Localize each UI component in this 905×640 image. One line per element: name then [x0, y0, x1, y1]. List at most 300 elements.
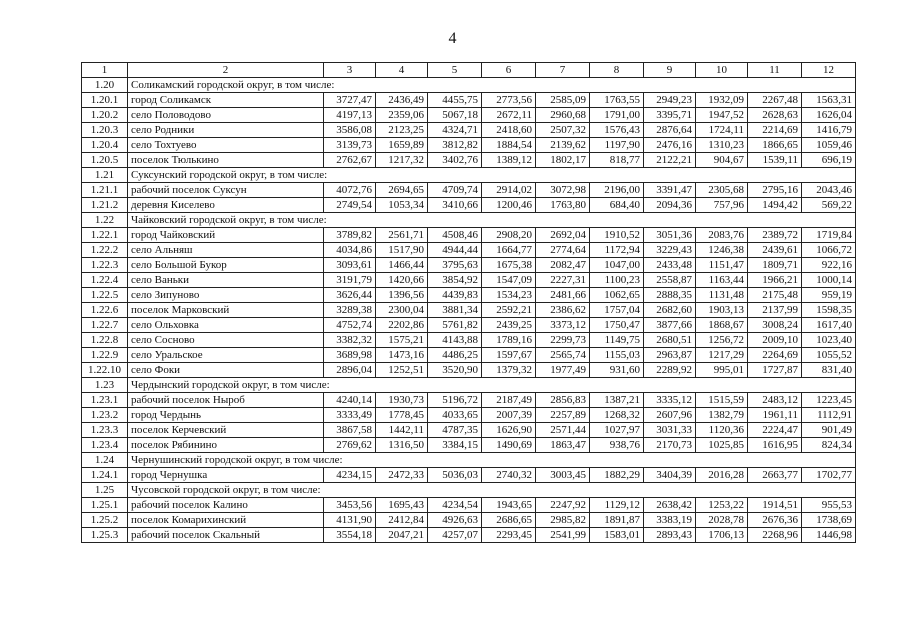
row-code: 1.20.1: [82, 93, 128, 108]
value-cell-col-8: 1027,97: [590, 423, 644, 438]
value-cell-col-8: 1047,00: [590, 258, 644, 273]
value-cell-col-8: 684,40: [590, 198, 644, 213]
value-cell-col-12: 1112,91: [802, 408, 856, 423]
value-cell-col-8: 1268,32: [590, 408, 644, 423]
row-code: 1.21: [82, 168, 128, 183]
table-row: [82, 108, 856, 123]
value-cell-col-6: 1389,12: [482, 153, 536, 168]
value-cell-col-7: 1977,49: [536, 363, 590, 378]
settlement-name: поселок Тюлькино: [128, 153, 324, 168]
value-cell-col-7: 2960,68: [536, 108, 590, 123]
value-cell-col-10: 2016,28: [696, 468, 748, 483]
value-cell-col-5: 3812,82: [428, 138, 482, 153]
value-cell-col-7: 2571,44: [536, 423, 590, 438]
column-header-10: 10: [696, 63, 748, 78]
column-header-6: 6: [482, 63, 536, 78]
value-cell-col-10: 1163,44: [696, 273, 748, 288]
value-cell-col-5: 3881,34: [428, 303, 482, 318]
column-header-5: 5: [428, 63, 482, 78]
value-cell-col-9: 3335,12: [644, 393, 696, 408]
value-cell-col-4: 1217,32: [376, 153, 428, 168]
value-cell-col-7: 2507,32: [536, 123, 590, 138]
value-cell-col-12: 901,49: [802, 423, 856, 438]
value-cell-col-10: 904,67: [696, 153, 748, 168]
group-row: [82, 168, 856, 183]
settlement-name: рабочий поселок Калино: [128, 498, 324, 513]
value-cell-col-10: 1515,59: [696, 393, 748, 408]
value-cell-col-11: 1866,65: [748, 138, 802, 153]
row-code: 1.25.2: [82, 513, 128, 528]
value-cell-col-11: 2224,47: [748, 423, 802, 438]
value-cell-col-11: 1539,11: [748, 153, 802, 168]
value-cell-col-11: 2267,48: [748, 93, 802, 108]
settlement-name: село Сосново: [128, 333, 324, 348]
value-cell-col-6: 2293,45: [482, 528, 536, 543]
value-cell-col-5: 4508,46: [428, 228, 482, 243]
table-row: [82, 498, 856, 513]
settlement-name: село Тохтуево: [128, 138, 324, 153]
value-cell-col-3: 3453,56: [324, 498, 376, 513]
group-name: Чернушинский городской округ, в том числе:: [128, 453, 856, 468]
table-row: [82, 363, 856, 378]
value-cell-col-12: 1023,40: [802, 333, 856, 348]
group-name: Чайковский городской округ, в том числе:: [128, 213, 856, 228]
value-cell-col-10: 1217,29: [696, 348, 748, 363]
group-row: [82, 78, 856, 93]
value-cell-col-9: 2893,43: [644, 528, 696, 543]
group-name: Соликамский городской округ, в том числе:: [128, 78, 856, 93]
value-cell-col-9: 2888,35: [644, 288, 696, 303]
value-cell-col-11: 1961,11: [748, 408, 802, 423]
settlement-name: город Чернушка: [128, 468, 324, 483]
group-row: [82, 213, 856, 228]
value-cell-col-6: 1490,69: [482, 438, 536, 453]
value-cell-col-6: 2672,11: [482, 108, 536, 123]
value-cell-col-9: 2680,51: [644, 333, 696, 348]
value-cell-col-11: 3008,24: [748, 318, 802, 333]
value-cell-col-4: 1695,43: [376, 498, 428, 513]
value-cell-col-11: 1494,42: [748, 198, 802, 213]
value-cell-col-4: 1517,90: [376, 243, 428, 258]
value-cell-col-7: 2565,74: [536, 348, 590, 363]
value-cell-col-12: 1738,69: [802, 513, 856, 528]
value-cell-col-5: 4944,44: [428, 243, 482, 258]
value-cell-col-5: 4787,35: [428, 423, 482, 438]
row-code: 1.20.4: [82, 138, 128, 153]
value-cell-col-3: 4131,90: [324, 513, 376, 528]
value-cell-col-9: 3391,47: [644, 183, 696, 198]
table-row: [82, 93, 856, 108]
value-cell-col-9: 2476,16: [644, 138, 696, 153]
value-cell-col-8: 1129,12: [590, 498, 644, 513]
settlement-name: село Фоки: [128, 363, 324, 378]
value-cell-col-6: 2592,21: [482, 303, 536, 318]
value-cell-col-11: 2483,12: [748, 393, 802, 408]
value-cell-col-3: 3586,08: [324, 123, 376, 138]
value-cell-col-12: 569,22: [802, 198, 856, 213]
value-cell-col-5: 3384,15: [428, 438, 482, 453]
column-header-9: 9: [644, 63, 696, 78]
value-cell-col-6: 1664,77: [482, 243, 536, 258]
value-cell-col-8: 2196,00: [590, 183, 644, 198]
value-cell-col-3: 3139,73: [324, 138, 376, 153]
value-cell-col-5: 5067,18: [428, 108, 482, 123]
table-row: [82, 243, 856, 258]
column-header-12: 12: [802, 63, 856, 78]
row-code: 1.25: [82, 483, 128, 498]
row-code: 1.23: [82, 378, 128, 393]
row-code: 1.22.2: [82, 243, 128, 258]
table-row: [82, 468, 856, 483]
group-row: [82, 378, 856, 393]
value-cell-col-8: 818,77: [590, 153, 644, 168]
table-row: [82, 513, 856, 528]
table-row: [82, 438, 856, 453]
value-cell-col-9: 2170,73: [644, 438, 696, 453]
value-cell-col-7: 1763,80: [536, 198, 590, 213]
value-cell-col-6: 1379,32: [482, 363, 536, 378]
value-cell-col-11: 1616,95: [748, 438, 802, 453]
row-code: 1.22.7: [82, 318, 128, 333]
value-cell-col-5: 5196,72: [428, 393, 482, 408]
value-cell-col-7: 3003,45: [536, 468, 590, 483]
value-cell-col-4: 1252,51: [376, 363, 428, 378]
row-code: 1.22.6: [82, 303, 128, 318]
value-cell-col-3: 3689,98: [324, 348, 376, 363]
value-cell-col-4: 2300,04: [376, 303, 428, 318]
value-cell-col-9: 2122,21: [644, 153, 696, 168]
value-cell-col-4: 2123,25: [376, 123, 428, 138]
value-cell-col-8: 1172,94: [590, 243, 644, 258]
value-cell-col-4: 1659,89: [376, 138, 428, 153]
settlement-name: рабочий поселок Суксун: [128, 183, 324, 198]
value-cell-col-12: 922,16: [802, 258, 856, 273]
column-header-3: 3: [324, 63, 376, 78]
value-cell-col-5: 4455,75: [428, 93, 482, 108]
value-cell-col-9: 2638,42: [644, 498, 696, 513]
table-row: [82, 138, 856, 153]
value-cell-col-9: 3031,33: [644, 423, 696, 438]
value-cell-col-5: 3520,90: [428, 363, 482, 378]
value-cell-col-11: 2214,69: [748, 123, 802, 138]
row-code: 1.20.3: [82, 123, 128, 138]
value-cell-col-4: 2472,33: [376, 468, 428, 483]
value-cell-col-5: 4709,74: [428, 183, 482, 198]
table-body: [82, 63, 856, 543]
value-cell-col-9: 3051,36: [644, 228, 696, 243]
value-cell-col-9: 3383,19: [644, 513, 696, 528]
value-cell-col-8: 1155,03: [590, 348, 644, 363]
tariff-table: [81, 62, 856, 543]
value-cell-col-8: 931,60: [590, 363, 644, 378]
value-cell-col-6: 1547,09: [482, 273, 536, 288]
row-code: 1.23.2: [82, 408, 128, 423]
settlement-name: рабочий поселок Ныроб: [128, 393, 324, 408]
value-cell-col-11: 2175,48: [748, 288, 802, 303]
value-cell-col-7: 3072,98: [536, 183, 590, 198]
value-cell-col-5: 4486,25: [428, 348, 482, 363]
value-cell-col-11: 2663,77: [748, 468, 802, 483]
value-cell-col-9: 3877,66: [644, 318, 696, 333]
value-cell-col-7: 2774,64: [536, 243, 590, 258]
value-cell-col-12: 1598,35: [802, 303, 856, 318]
row-code: 1.20.5: [82, 153, 128, 168]
table-row: [82, 318, 856, 333]
table-row: [82, 288, 856, 303]
column-header-8: 8: [590, 63, 644, 78]
value-cell-col-10: 1246,38: [696, 243, 748, 258]
value-cell-col-10: 1868,67: [696, 318, 748, 333]
settlement-name: деревня Киселево: [128, 198, 324, 213]
value-cell-col-10: 1151,47: [696, 258, 748, 273]
row-code: 1.21.1: [82, 183, 128, 198]
value-cell-col-3: 3727,47: [324, 93, 376, 108]
value-cell-col-12: 831,40: [802, 363, 856, 378]
value-cell-col-4: 2436,49: [376, 93, 428, 108]
value-cell-col-5: 3854,92: [428, 273, 482, 288]
table-row: [82, 183, 856, 198]
row-code: 1.20.2: [82, 108, 128, 123]
value-cell-col-7: 2856,83: [536, 393, 590, 408]
value-cell-col-8: 938,76: [590, 438, 644, 453]
value-cell-col-6: 2773,56: [482, 93, 536, 108]
value-cell-col-12: 1000,14: [802, 273, 856, 288]
value-cell-col-9: 2433,48: [644, 258, 696, 273]
value-cell-col-5: 3410,66: [428, 198, 482, 213]
value-cell-col-3: 3093,61: [324, 258, 376, 273]
value-cell-col-6: 1675,38: [482, 258, 536, 273]
value-cell-col-6: 1534,23: [482, 288, 536, 303]
value-cell-col-11: 2795,16: [748, 183, 802, 198]
row-code: 1.20: [82, 78, 128, 93]
value-cell-col-3: 3554,18: [324, 528, 376, 543]
value-cell-col-6: 2740,32: [482, 468, 536, 483]
value-cell-col-5: 4033,65: [428, 408, 482, 423]
value-cell-col-8: 1757,04: [590, 303, 644, 318]
value-cell-col-5: 5761,82: [428, 318, 482, 333]
settlement-name: село Родники: [128, 123, 324, 138]
value-cell-col-8: 1910,52: [590, 228, 644, 243]
value-cell-col-12: 824,34: [802, 438, 856, 453]
page-number: 4: [448, 30, 457, 47]
value-cell-col-10: 1903,13: [696, 303, 748, 318]
group-name: Суксунский городской округ, в том числе:: [128, 168, 856, 183]
value-cell-col-10: 1724,11: [696, 123, 748, 138]
value-cell-col-7: 2299,73: [536, 333, 590, 348]
value-cell-col-11: 2009,10: [748, 333, 802, 348]
row-code: 1.25.3: [82, 528, 128, 543]
value-cell-col-5: 4234,54: [428, 498, 482, 513]
row-code: 1.23.1: [82, 393, 128, 408]
value-cell-col-4: 1442,11: [376, 423, 428, 438]
value-cell-col-11: 1914,51: [748, 498, 802, 513]
value-cell-col-4: 1778,45: [376, 408, 428, 423]
value-cell-col-6: 2914,02: [482, 183, 536, 198]
value-cell-col-4: 1473,16: [376, 348, 428, 363]
value-cell-col-8: 1891,87: [590, 513, 644, 528]
settlement-name: село Альняш: [128, 243, 324, 258]
value-cell-col-11: 2268,96: [748, 528, 802, 543]
value-cell-col-5: 4439,83: [428, 288, 482, 303]
value-cell-col-9: 2963,87: [644, 348, 696, 363]
column-header-11: 11: [748, 63, 802, 78]
row-code: 1.22.8: [82, 333, 128, 348]
value-cell-col-9: 2094,36: [644, 198, 696, 213]
value-cell-col-3: 4197,13: [324, 108, 376, 123]
row-code: 1.23.3: [82, 423, 128, 438]
value-cell-col-10: 2028,78: [696, 513, 748, 528]
value-cell-col-9: 3404,39: [644, 468, 696, 483]
group-row: [82, 453, 856, 468]
row-code: 1.22.5: [82, 288, 128, 303]
table-row: [82, 393, 856, 408]
group-name: Чердынский городской округ, в том числе:: [128, 378, 856, 393]
value-cell-col-12: 959,19: [802, 288, 856, 303]
value-cell-col-5: 5036,03: [428, 468, 482, 483]
value-cell-col-3: 4240,14: [324, 393, 376, 408]
value-cell-col-5: 3402,76: [428, 153, 482, 168]
value-cell-col-7: 2481,66: [536, 288, 590, 303]
group-row: [82, 483, 856, 498]
value-cell-col-12: 2043,46: [802, 183, 856, 198]
value-cell-col-9: 3395,71: [644, 108, 696, 123]
table-row: [82, 273, 856, 288]
value-cell-col-5: 3795,63: [428, 258, 482, 273]
value-cell-col-7: 1802,17: [536, 153, 590, 168]
settlement-name: поселок Рябинино: [128, 438, 324, 453]
settlement-name: рабочий поселок Скальный: [128, 528, 324, 543]
value-cell-col-10: 2083,76: [696, 228, 748, 243]
value-cell-col-9: 2682,60: [644, 303, 696, 318]
column-header-1: 1: [82, 63, 128, 78]
value-cell-col-5: 4324,71: [428, 123, 482, 138]
value-cell-col-4: 1316,50: [376, 438, 428, 453]
value-cell-col-3: 2762,67: [324, 153, 376, 168]
row-code: 1.22: [82, 213, 128, 228]
value-cell-col-6: 1943,65: [482, 498, 536, 513]
value-cell-col-7: 1863,47: [536, 438, 590, 453]
value-cell-col-11: 2439,61: [748, 243, 802, 258]
settlement-name: поселок Комарихинский: [128, 513, 324, 528]
value-cell-col-12: 1702,77: [802, 468, 856, 483]
value-cell-col-12: 1059,46: [802, 138, 856, 153]
value-cell-col-9: 2558,87: [644, 273, 696, 288]
value-cell-col-3: 4072,76: [324, 183, 376, 198]
value-cell-col-12: 696,19: [802, 153, 856, 168]
value-cell-col-3: 3626,44: [324, 288, 376, 303]
value-cell-col-3: 2749,54: [324, 198, 376, 213]
row-code: 1.23.4: [82, 438, 128, 453]
settlement-name: село Ольховка: [128, 318, 324, 333]
value-cell-col-6: 2686,65: [482, 513, 536, 528]
row-code: 1.25.1: [82, 498, 128, 513]
value-cell-col-4: 2359,06: [376, 108, 428, 123]
value-cell-col-8: 1576,43: [590, 123, 644, 138]
value-cell-col-8: 1062,65: [590, 288, 644, 303]
group-name: Чусовской городской округ, в том числе:: [128, 483, 856, 498]
value-cell-col-8: 1583,01: [590, 528, 644, 543]
value-cell-col-11: 2137,99: [748, 303, 802, 318]
value-cell-col-12: 1416,79: [802, 123, 856, 138]
value-cell-col-12: 1055,52: [802, 348, 856, 363]
table-row: [82, 198, 856, 213]
settlement-name: город Соликамск: [128, 93, 324, 108]
value-cell-col-12: 1626,04: [802, 108, 856, 123]
table-row: [82, 528, 856, 543]
value-cell-col-5: 4143,88: [428, 333, 482, 348]
settlement-name: село Большой Букор: [128, 258, 324, 273]
value-cell-col-3: 3333,49: [324, 408, 376, 423]
value-cell-col-3: 4234,15: [324, 468, 376, 483]
value-cell-col-7: 3373,12: [536, 318, 590, 333]
value-cell-col-9: 2289,92: [644, 363, 696, 378]
value-cell-col-3: 2896,04: [324, 363, 376, 378]
value-cell-col-3: 3289,38: [324, 303, 376, 318]
value-cell-col-7: 2139,62: [536, 138, 590, 153]
value-cell-col-10: 995,01: [696, 363, 748, 378]
value-cell-col-8: 1197,90: [590, 138, 644, 153]
row-code: 1.24: [82, 453, 128, 468]
value-cell-col-4: 2412,84: [376, 513, 428, 528]
value-cell-col-3: 3789,82: [324, 228, 376, 243]
value-cell-col-8: 1763,55: [590, 93, 644, 108]
value-cell-col-8: 1149,75: [590, 333, 644, 348]
value-cell-col-11: 2389,72: [748, 228, 802, 243]
value-cell-col-9: 2876,64: [644, 123, 696, 138]
value-cell-col-12: 955,53: [802, 498, 856, 513]
row-code: 1.22.3: [82, 258, 128, 273]
value-cell-col-11: 1809,71: [748, 258, 802, 273]
value-cell-col-4: 1466,44: [376, 258, 428, 273]
value-cell-col-7: 2247,92: [536, 498, 590, 513]
value-cell-col-12: 1563,31: [802, 93, 856, 108]
value-cell-col-4: 1053,34: [376, 198, 428, 213]
value-cell-col-9: 2949,23: [644, 93, 696, 108]
table-row: [82, 123, 856, 138]
value-cell-col-10: 1932,09: [696, 93, 748, 108]
table-row: [82, 423, 856, 438]
value-cell-col-10: 2305,68: [696, 183, 748, 198]
value-cell-col-3: 4752,74: [324, 318, 376, 333]
value-cell-col-7: 2585,09: [536, 93, 590, 108]
value-cell-col-12: 1066,72: [802, 243, 856, 258]
settlement-name: село Зипуново: [128, 288, 324, 303]
value-cell-col-11: 1966,21: [748, 273, 802, 288]
value-cell-col-12: 1719,84: [802, 228, 856, 243]
row-code: 1.22.1: [82, 228, 128, 243]
value-cell-col-3: 3382,32: [324, 333, 376, 348]
row-code: 1.22.10: [82, 363, 128, 378]
value-cell-col-10: 1120,36: [696, 423, 748, 438]
row-code: 1.21.2: [82, 198, 128, 213]
settlement-name: город Чердынь: [128, 408, 324, 423]
value-cell-col-6: 2187,49: [482, 393, 536, 408]
value-cell-col-6: 2007,39: [482, 408, 536, 423]
value-cell-col-6: 2908,20: [482, 228, 536, 243]
value-cell-col-4: 1930,73: [376, 393, 428, 408]
table-row: [82, 348, 856, 363]
value-cell-col-7: 2257,89: [536, 408, 590, 423]
value-cell-col-10: 1382,79: [696, 408, 748, 423]
value-cell-col-4: 2561,71: [376, 228, 428, 243]
value-cell-col-3: 2769,62: [324, 438, 376, 453]
value-cell-col-3: 3191,79: [324, 273, 376, 288]
value-cell-col-7: 2082,47: [536, 258, 590, 273]
value-cell-col-7: 2541,99: [536, 528, 590, 543]
value-cell-col-11: 2264,69: [748, 348, 802, 363]
value-cell-col-12: 1446,98: [802, 528, 856, 543]
settlement-name: село Половодово: [128, 108, 324, 123]
